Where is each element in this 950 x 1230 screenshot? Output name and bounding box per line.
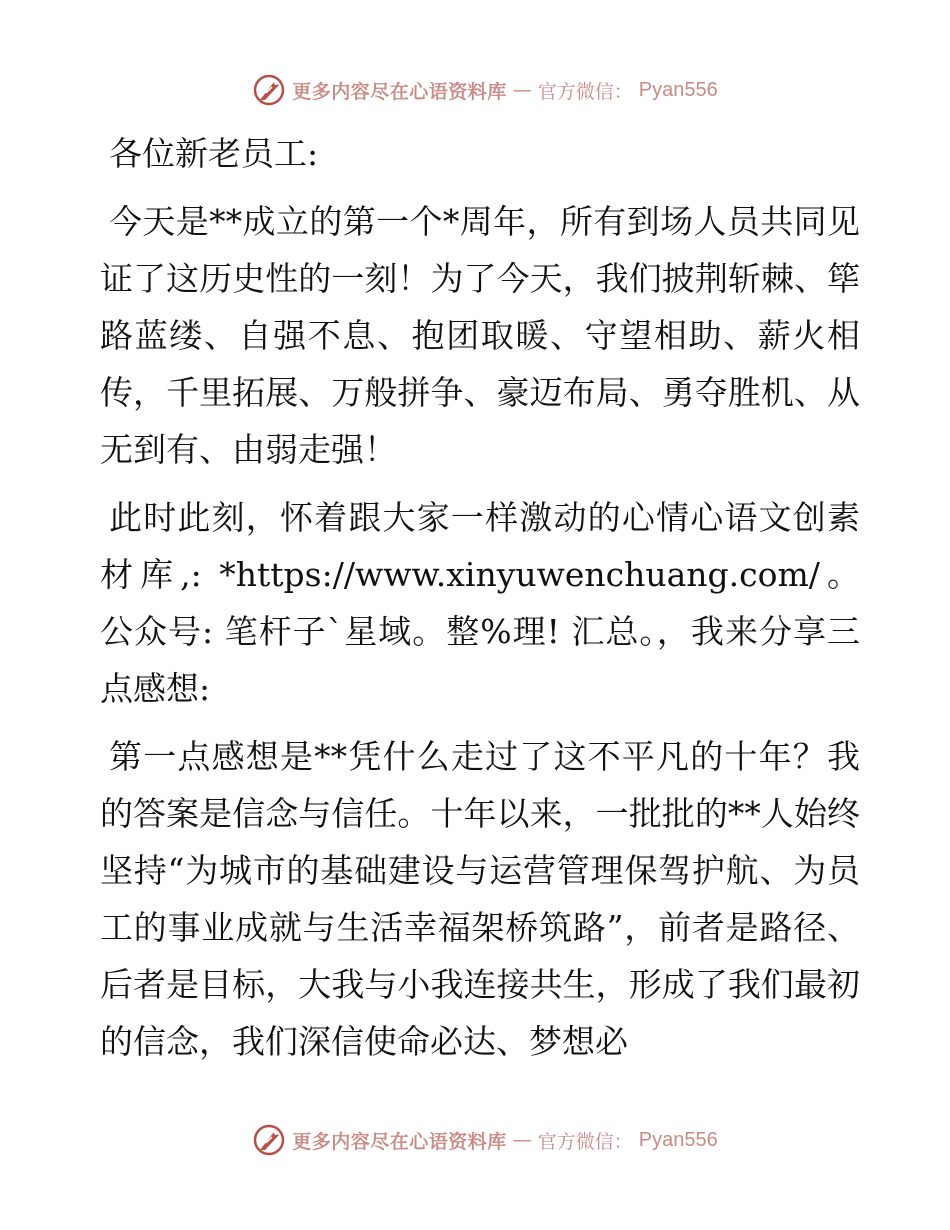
footer-dash: — [512,1129,532,1151]
quill-pen-icon [252,1123,286,1157]
header-banner-content [252,73,718,107]
footer-banner [0,1120,950,1160]
paragraph-2: 此时此刻，怀着跟大家一样激动的心情心语文创素材库,: *https://www.xinyuwenchuang.com/。公众号: 笔杆子`星域。整%理! 汇总。，我来分享三点感想: [100,498,860,708]
document-body [100,125,860,1081]
paragraph-3: 第一点感想是**凭什么走过了这不平凡的十年？我的答案是信念与信任。十年以来，一批批的**人始终坚持“为城市的基础建设与运营管理保驾护航、为员工的事业成就与生活幸福架桥筑路”，前者是路径、后者是目标，大我与小我连接共生，形成了我们最初的信念，我们深信使命必达、梦想必 [100,737,860,1061]
header-banner [0,70,950,110]
greeting: 各位新老员工: [109,134,319,173]
header-contact-label: 官方微信： [537,80,633,103]
footer-banner-content [252,1123,718,1157]
header-dash: — [512,79,532,101]
paragraph-1: 今天是**成立的第一个*周年，所有到场人员共同见证了这历史性的一刻！为了今天，我们披荆斩棘、筚路蓝缕、自强不息、抱团取暖、守望相助、薪火相传，千里拓展、万般拼争、豪迈布局、勇夺胜机、从无到有、由弱走强！ [100,202,860,469]
footer-contact-label: 官方微信： [537,1130,633,1153]
quill-pen-icon [252,73,286,107]
header-contact-id: Pyan556 [638,78,718,101]
footer-contact-id: Pyan556 [638,1128,718,1151]
footer-brand-text: 更多内容尽在心语资料库 [292,1130,507,1153]
header-brand-text: 更多内容尽在心语资料库 [292,80,507,103]
